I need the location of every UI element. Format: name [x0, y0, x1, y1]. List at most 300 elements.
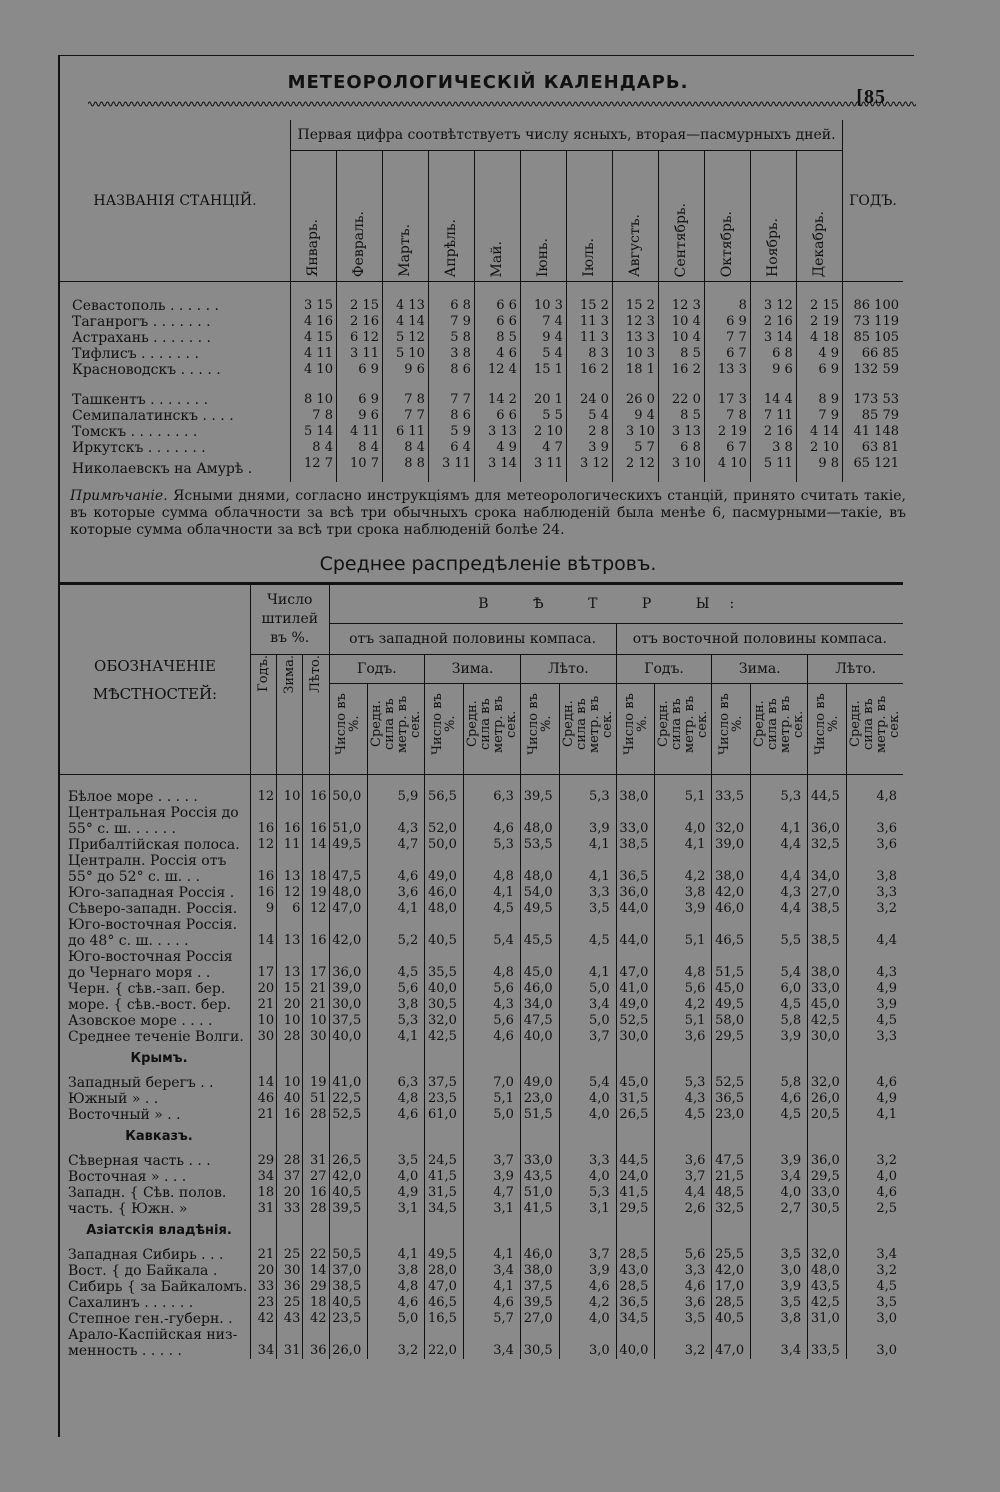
table-cell	[751, 1327, 808, 1343]
table-cell: 31,5	[616, 1091, 655, 1107]
table-cell: 6 7	[704, 440, 750, 456]
table-cell: 13	[277, 869, 303, 885]
period-header: Зима.	[712, 655, 808, 684]
period-header: Зима.	[425, 655, 521, 684]
table-cell: 16	[251, 821, 277, 837]
month-header	[382, 151, 428, 282]
table-cell: 15 2	[566, 282, 612, 315]
table-row	[60, 997, 903, 1013]
table-cell	[520, 1123, 559, 1153]
table1-caption: Первая цифра соотвѣтствуетъ числу ясныхъ, вторая—пасмурныхъ дней.	[291, 120, 843, 151]
month-header	[750, 151, 796, 282]
table-cell: 38,0	[616, 775, 655, 806]
month-label: Май.	[489, 240, 506, 277]
table-cell: 20	[251, 981, 277, 997]
table-cell: 14	[251, 933, 277, 949]
table-cell: 4,0	[559, 1107, 616, 1123]
table-cell: 2 10	[796, 440, 842, 456]
table-cell: 173 53	[843, 378, 904, 408]
table-cell	[712, 1045, 751, 1075]
table-cell: 33,0	[808, 1185, 847, 1201]
table-row	[60, 330, 903, 346]
table-cell	[520, 1327, 559, 1343]
table-cell	[846, 1045, 903, 1075]
table-cell: 39,5	[520, 1295, 559, 1311]
table-cell: 37,5	[520, 1279, 559, 1295]
table-cell: 28	[277, 1029, 303, 1045]
table-cell: 3 13	[474, 424, 520, 440]
table-row	[60, 1075, 903, 1091]
table-cell: 3 15	[291, 282, 337, 315]
table-cell: 4,1	[559, 965, 616, 981]
month-header	[520, 151, 566, 282]
table-cell: 17	[303, 965, 329, 981]
month-header	[428, 151, 474, 282]
table-cell: 3,4	[751, 1343, 808, 1359]
table-cell: 6 6	[474, 282, 520, 315]
table-row	[60, 775, 903, 806]
table-cell: 2 16	[750, 424, 796, 440]
table-cell: 27	[303, 1169, 329, 1185]
page-title: МЕТЕОРОЛОГИЧЕСКІЙ КАЛЕНДАРЬ.	[287, 72, 689, 93]
table-cell	[655, 1045, 712, 1075]
table-cell: 6,0	[751, 981, 808, 997]
table-cell: 27,0	[520, 1311, 559, 1327]
table-cell	[303, 949, 329, 965]
table-cell: 46,0	[520, 981, 559, 997]
table-cell: 13 3	[704, 362, 750, 378]
table-cell: 3,6	[846, 821, 903, 837]
table-cell: 8 3	[566, 346, 612, 362]
table-cell	[329, 1327, 368, 1343]
table-cell: 3 8	[750, 440, 796, 456]
table-cell: 16	[303, 1185, 329, 1201]
table-cell	[751, 805, 808, 821]
table-cell	[712, 917, 751, 933]
table-cell: 4,8	[655, 965, 712, 981]
table-cell	[559, 1123, 616, 1153]
sub-force-header	[463, 684, 520, 775]
table-cell: 4,6	[368, 869, 425, 885]
place-name: Западн. { Сѣв. полов.	[68, 1185, 227, 1201]
table-cell	[368, 853, 425, 869]
table-cell: 7,0	[463, 1075, 520, 1091]
east-header: отъ восточной половины компаса.	[616, 624, 903, 655]
table-cell	[463, 1217, 520, 1247]
table-cell: 73 119	[843, 314, 904, 330]
table-cell: 25	[277, 1247, 303, 1263]
table-cell: 3 11	[520, 456, 566, 482]
table-cell: 12	[251, 775, 277, 806]
table-cell	[303, 917, 329, 933]
table-cell: 5,1	[655, 933, 712, 949]
table-cell: 5,8	[751, 1013, 808, 1029]
table-cell: 3,7	[463, 1153, 520, 1169]
table-cell	[712, 805, 751, 821]
table-cell: 47,0	[712, 1343, 751, 1359]
month-header	[474, 151, 520, 282]
station-name: Томскъ . . . . . . . .	[72, 424, 198, 440]
table-cell: 34,0	[520, 997, 559, 1013]
station-name: Иркутскъ . . . . . . .	[72, 440, 206, 456]
table-cell: 5 4	[566, 408, 612, 424]
table-cell: 2,7	[751, 1201, 808, 1217]
table-cell: 6 4	[428, 440, 474, 456]
table-cell: 50,5	[329, 1247, 368, 1263]
table-cell: 20 1	[520, 378, 566, 408]
table-cell: 7 9	[428, 314, 474, 330]
table-cell: 46	[251, 1091, 277, 1107]
table-cell: 42,5	[808, 1295, 847, 1311]
table-cell: 16	[277, 821, 303, 837]
table-cell: 19	[303, 885, 329, 901]
table-cell: 3,9	[559, 821, 616, 837]
table-cell: 3,8	[655, 885, 712, 901]
table-cell	[655, 805, 712, 821]
table-cell	[368, 1327, 425, 1343]
table-cell: 33,5	[712, 775, 751, 806]
table-cell: 26,5	[616, 1107, 655, 1123]
table-cell: 42,0	[712, 885, 751, 901]
table-cell: 28	[303, 1107, 329, 1123]
table-cell: 23,5	[425, 1091, 464, 1107]
table-cell	[808, 1217, 847, 1247]
sub-pct-label: Число въ %.	[717, 693, 746, 755]
table-cell: 5,0	[368, 1311, 425, 1327]
place-name: Юго-восточная Россія	[68, 949, 233, 965]
calm-col-header	[251, 655, 277, 775]
table-cell: 4,3	[655, 1091, 712, 1107]
table-cell: 4,1	[463, 1247, 520, 1263]
table-cell: 16	[251, 869, 277, 885]
table-cell: 42,5	[808, 1013, 847, 1029]
table-cell: 3 14	[750, 330, 796, 346]
table-cell: 2 19	[704, 424, 750, 440]
table-cell: 5,4	[559, 1075, 616, 1091]
table-cell: 4,2	[655, 997, 712, 1013]
table-cell: 36,0	[808, 821, 847, 837]
table-cell: 3,3	[559, 885, 616, 901]
table-cell: 7 8	[291, 408, 337, 424]
table-cell: 31	[303, 1153, 329, 1169]
table-cell	[655, 949, 712, 965]
table-cell: 44,5	[616, 1153, 655, 1169]
table-cell	[463, 1045, 520, 1075]
table-cell: 46,0	[520, 1247, 559, 1263]
table-cell: 9 6	[382, 362, 428, 378]
table-cell	[463, 917, 520, 933]
table-cell	[655, 853, 712, 869]
table-cell: 4 11	[291, 346, 337, 362]
table-cell: 48,0	[520, 869, 559, 885]
table-cell: 6 9	[704, 314, 750, 330]
calm-col-header	[277, 655, 303, 775]
sub-force-header	[559, 684, 616, 775]
table-cell: 4,8	[463, 869, 520, 885]
table-cell: 45,0	[616, 1075, 655, 1091]
table-cell: 18	[303, 1295, 329, 1311]
table-row	[60, 885, 903, 901]
table-cell	[520, 1045, 559, 1075]
table-cell: 5,3	[463, 837, 520, 853]
table-cell	[559, 1217, 616, 1247]
table-cell: 4 15	[291, 330, 337, 346]
table-cell: 2 12	[612, 456, 658, 482]
table-cell: 16	[303, 775, 329, 806]
table-cell: 49,5	[712, 997, 751, 1013]
table-cell	[277, 853, 303, 869]
table-cell: 5,8	[751, 1075, 808, 1091]
table-cell: 31	[251, 1201, 277, 1217]
place-name: Юго-западная Россія .	[68, 885, 235, 901]
table-cell: 13 3	[612, 330, 658, 346]
table-cell: 47,5	[329, 869, 368, 885]
table-cell: 45,0	[712, 981, 751, 997]
table-cell	[808, 949, 847, 965]
table-cell: 12 3	[658, 282, 704, 315]
table-cell: 5,3	[368, 1013, 425, 1029]
table-cell: 32,5	[808, 837, 847, 853]
table-cell: 3,5	[846, 1295, 903, 1311]
table-cell: 6 7	[704, 346, 750, 362]
table-cell: 16	[303, 933, 329, 949]
table-cell	[846, 1327, 903, 1343]
table-cell	[846, 853, 903, 869]
table-cell: 4 10	[291, 362, 337, 378]
table-cell: 4 18	[796, 330, 842, 346]
table-cell: 30,5	[808, 1201, 847, 1217]
table-cell: 132 59	[843, 362, 904, 378]
table-cell: 42,0	[329, 1169, 368, 1185]
table-cell: 31,0	[808, 1311, 847, 1327]
table-cell: 3,5	[559, 901, 616, 917]
table-cell: 47,5	[520, 1013, 559, 1029]
table-cell: 31	[277, 1343, 303, 1359]
table-cell: 8 9	[796, 378, 842, 408]
place-name: Азовское море . . . .	[68, 1013, 213, 1029]
table-cell	[559, 805, 616, 821]
table-cell: 15 1	[520, 362, 566, 378]
table-cell: 16	[303, 821, 329, 837]
table-row	[60, 965, 903, 981]
table-cell: 5,1	[655, 775, 712, 806]
table-cell: 24 0	[566, 378, 612, 408]
table-cell: 12 7	[291, 456, 337, 482]
table-cell: 7 4	[520, 314, 566, 330]
table-cell	[751, 949, 808, 965]
table-cell: 5,0	[559, 1013, 616, 1029]
month-label: Февраль.	[351, 210, 368, 277]
table-cell: 6 6	[474, 314, 520, 330]
sub-force-label: Средн. сила въ метр. въ сек.	[752, 695, 807, 753]
table-cell: 14	[303, 1263, 329, 1279]
table-cell	[712, 1217, 751, 1247]
month-label: Январь.	[305, 219, 322, 277]
place-name: Сѣверо-западн. Россія.	[68, 901, 238, 917]
table-cell	[846, 1217, 903, 1247]
table-cell: 43,0	[616, 1263, 655, 1279]
table-cell: 50,0	[329, 775, 368, 806]
table-row	[60, 1279, 903, 1295]
table-cell: 52,5	[712, 1075, 751, 1091]
period-header: Лѣто.	[808, 655, 903, 684]
table-cell: 3,3	[655, 1263, 712, 1279]
table-cell: 18	[303, 869, 329, 885]
table-cell: 4 14	[796, 424, 842, 440]
table-cell: 6 12	[336, 330, 382, 346]
table-cell: 44,0	[616, 933, 655, 949]
table-cell	[329, 805, 368, 821]
table-cell: 4,5	[751, 1107, 808, 1123]
table-cell: 17,0	[712, 1279, 751, 1295]
table-cell: 3,9	[751, 1153, 808, 1169]
table-cell: 3 10	[612, 424, 658, 440]
table-cell: 6 9	[336, 378, 382, 408]
table-cell: 52,5	[616, 1013, 655, 1029]
table-cell: 4,4	[751, 837, 808, 853]
table-cell: 2 15	[336, 282, 382, 315]
table-cell	[251, 1217, 277, 1247]
table-cell: 3,5	[368, 1153, 425, 1169]
table-cell: 16 2	[658, 362, 704, 378]
table-cell: 12	[277, 885, 303, 901]
table-cell: 4,6	[463, 1295, 520, 1311]
table-cell: 51,5	[712, 965, 751, 981]
table-row	[60, 981, 903, 997]
table-cell: 61,0	[425, 1107, 464, 1123]
table-cell: 3,6	[655, 1295, 712, 1311]
table-cell: 26,0	[329, 1343, 368, 1359]
table-cell: 4,6	[463, 821, 520, 837]
table-cell: 4,2	[655, 869, 712, 885]
calm-header: Число штилей въ %.	[251, 584, 330, 655]
table-cell: 4,3	[463, 997, 520, 1013]
table-cell: 3,8	[368, 997, 425, 1013]
table-cell: 5 9	[428, 424, 474, 440]
month-header	[612, 151, 658, 282]
table-cell: 36,0	[329, 965, 368, 981]
table-cell: 29,5	[808, 1169, 847, 1185]
table-cell: 4,5	[559, 933, 616, 949]
table-cell: 38,0	[520, 1263, 559, 1279]
table-cell	[655, 917, 712, 933]
table-cell: 5 5	[520, 408, 566, 424]
table-cell	[251, 805, 277, 821]
table-cell: 26,0	[808, 1091, 847, 1107]
table-cell: 3,7	[559, 1247, 616, 1263]
table-cell: 38,5	[616, 837, 655, 853]
table-cell: 4,1	[368, 901, 425, 917]
table-cell	[520, 853, 559, 869]
table-cell: 3,9	[751, 1279, 808, 1295]
table-cell: 4,0	[655, 821, 712, 837]
table-cell: 3,8	[846, 869, 903, 885]
table-cell: 8 6	[428, 362, 474, 378]
table-cell: 39,5	[329, 1201, 368, 1217]
table-cell: 17	[251, 965, 277, 981]
table-row	[60, 805, 903, 821]
table-cell	[616, 917, 655, 933]
table-cell: 3,6	[846, 837, 903, 853]
table-cell	[559, 853, 616, 869]
table-cell: 11	[277, 837, 303, 853]
table-cell: 16	[251, 885, 277, 901]
table-cell	[616, 853, 655, 869]
table-cell: 4,1	[751, 821, 808, 837]
table-cell: 8 5	[658, 346, 704, 362]
table-row	[60, 821, 903, 837]
table-cell: 3,9	[463, 1169, 520, 1185]
table-cell	[368, 1123, 425, 1153]
table-cell: 4,5	[846, 1279, 903, 1295]
table-cell: 5,0	[559, 981, 616, 997]
table-cell: 3,4	[559, 997, 616, 1013]
table-cell	[329, 1045, 368, 1075]
table-cell: 49,5	[425, 1247, 464, 1263]
table-cell: 33,5	[808, 1343, 847, 1359]
table-cell: 3,6	[655, 1029, 712, 1045]
table-cell: 4,3	[751, 885, 808, 901]
table-cell: 5,7	[463, 1311, 520, 1327]
table-cell: 45,0	[808, 997, 847, 1013]
table-cell	[712, 1123, 751, 1153]
table-cell: 14	[251, 1075, 277, 1091]
table-cell	[751, 1217, 808, 1247]
table-cell: 4,1	[368, 1247, 425, 1263]
table-cell: 13	[277, 965, 303, 981]
table-row	[60, 362, 903, 378]
table-cell: 33	[251, 1279, 277, 1295]
table-cell: 3,9	[559, 1263, 616, 1279]
table-cell: 22,5	[329, 1091, 368, 1107]
table-cell: 3,1	[463, 1201, 520, 1217]
table-cell: 4,1	[559, 869, 616, 885]
table-cell	[251, 917, 277, 933]
table-cell: 8 6	[428, 408, 474, 424]
month-label: Декабрь.	[811, 210, 828, 277]
table-cell: 41 148	[843, 424, 904, 440]
table-cell: 4,6	[463, 1029, 520, 1045]
place-name: до Чернаго моря . .	[68, 965, 211, 981]
table-cell: 39,5	[520, 775, 559, 806]
table-cell: 40,0	[520, 1029, 559, 1045]
place-name: Бѣлое море . . . . .	[68, 789, 198, 805]
table-cell: 4 11	[336, 424, 382, 440]
place-name: Прибалтійская полоса.	[68, 837, 240, 853]
table-cell: 32,0	[808, 1075, 847, 1091]
table-cell	[808, 1045, 847, 1075]
calm-col-header	[303, 655, 329, 775]
table-cell: 3,7	[655, 1169, 712, 1185]
table-cell: 6 9	[336, 362, 382, 378]
table-cell	[616, 1045, 655, 1075]
table-row	[60, 1153, 903, 1169]
table-cell: 3 12	[566, 456, 612, 482]
table-cell: 86 100	[843, 282, 904, 315]
section-row	[60, 1217, 903, 1247]
table-cell: 20	[277, 1185, 303, 1201]
winds-title: Среднее распредѣленіе вѣтровъ.	[319, 553, 657, 575]
table-cell: 3,0	[846, 1311, 903, 1327]
table-cell: 9	[251, 901, 277, 917]
sub-force-label: Средн. сила въ метр. въ сек.	[847, 695, 902, 753]
table-cell	[425, 1217, 464, 1247]
table-cell	[277, 1123, 303, 1153]
table-cell: 38,5	[808, 933, 847, 949]
table-cell: 37	[277, 1169, 303, 1185]
table-cell	[368, 949, 425, 965]
calm-col-label: Годъ.	[256, 655, 272, 692]
